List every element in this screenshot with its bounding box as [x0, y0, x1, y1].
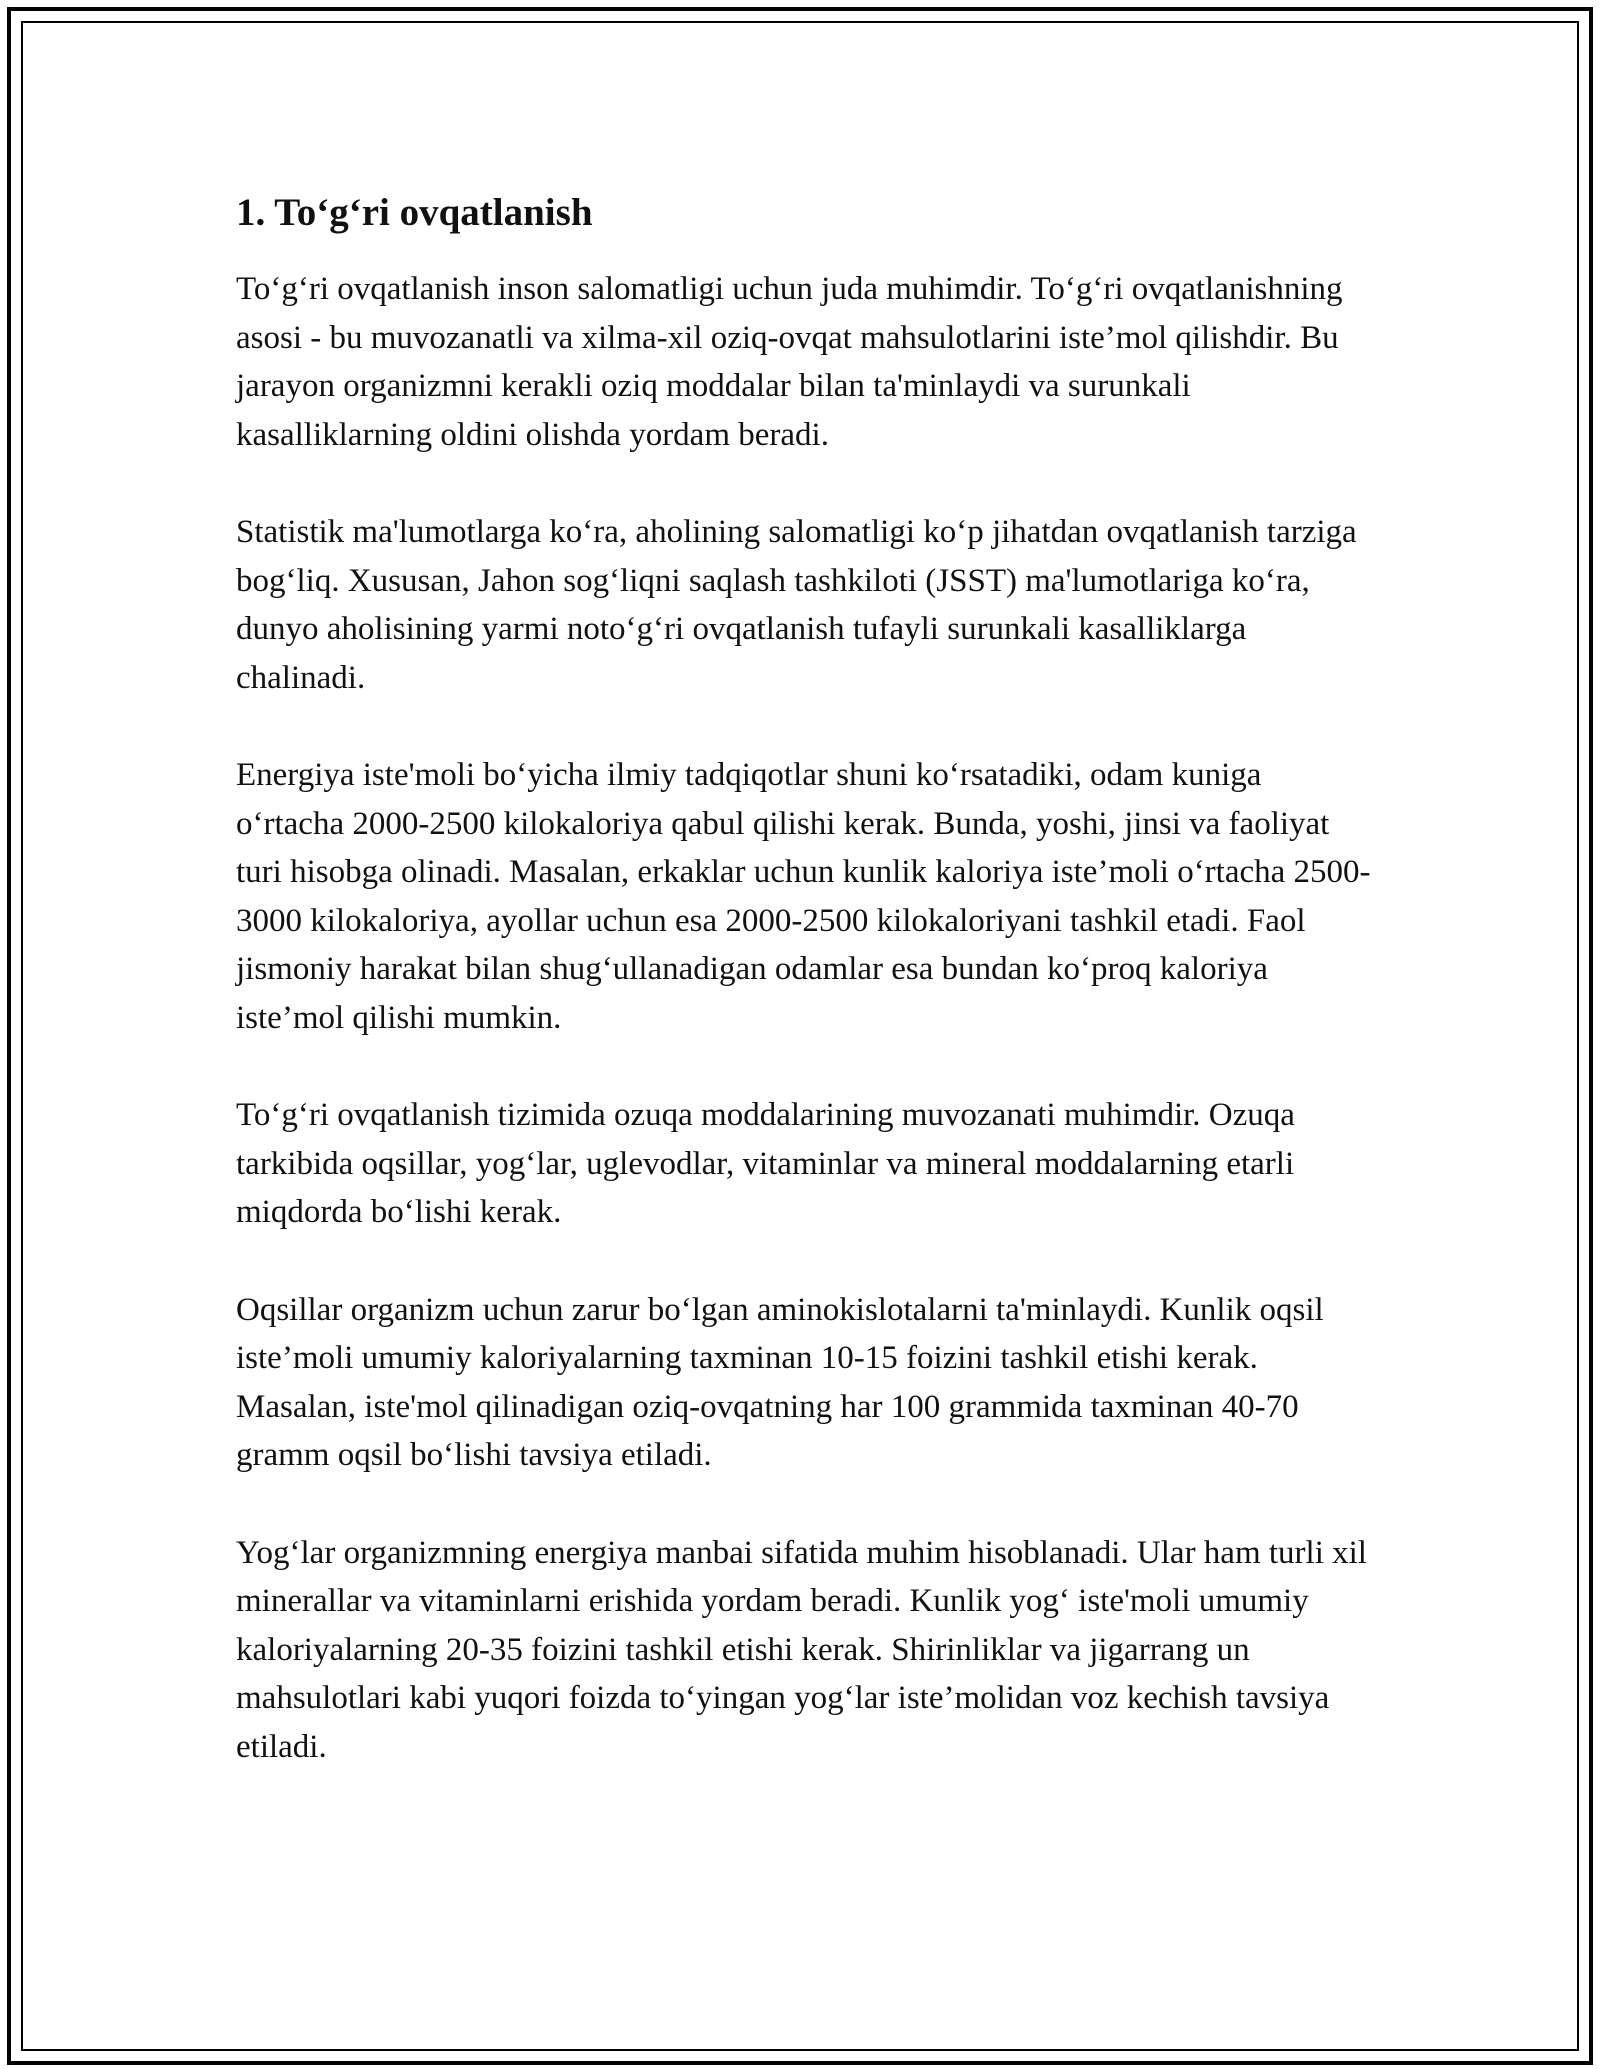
paragraph-intro: To‘g‘ri ovqatlanish inson salomatligi uchun juda muhimdir. To‘g‘ri ovqatlanishning asosi - bu muvozanatli va xilma-xil oziq-ovqat mahsulotlarini iste’mol qilishdir. Bu jarayon organizmni kerakli oziq moddalar bilan ta'minlaydi va surunkali kasalliklarning oldini olishda yordam beradi. [236, 271, 1343, 453]
paragraph-nutrient-balance: To‘g‘ri ovqatlanish tizimida ozuqa moddalarining muvozanati muhimdir. Ozuqa tarkibida oqsillar, yog‘lar, uglevodlar, vitaminlar va mineral moddalarning etarli miqdorda bo‘lishi kerak. [236, 1097, 1295, 1230]
section-heading: 1. To‘g‘ri ovqatlanish [236, 191, 593, 234]
paragraph-statistics: Statistik ma'lumotlarga ko‘ra, aholining salomatligi ko‘p jihatdan ovqatlanish tarziga bog‘liq. Xususan, Jahon sog‘liqni saqlash tashkiloti (JSST) ma'lumotlariga ko‘ra, dunyo aholisining yarmi noto‘g‘ri ovqatlanish tufayli surunkali kasalliklarga chalinadi. [236, 514, 1357, 696]
document-body [236, 185, 1376, 1820]
paragraph-energy: Energiya iste'moli bo‘yicha ilmiy tadqiqotlar shuni ko‘rsatadiki, odam kuniga o‘rtacha 2000-2500 kilokaloriya qabul qilishi kerak. Bunda, yoshi, jinsi va faoliyat turi hisobga olinadi. Masalan, erkaklar uchun kunlik kaloriya iste’moli o‘rtacha 2500-3000 kilokaloriya, ayollar uchun esa 2000-2500 kilokaloriyani tashkil etadi. Faol jismoniy harakat bilan shug‘ullanadigan odamlar esa bundan ko‘proq kaloriya iste’mol qilishi mumkin. [236, 757, 1371, 1036]
paragraph-proteins: Oqsillar organizm uchun zarur bo‘lgan aminokislotalarni ta'minlaydi. Kunlik oqsil iste’moli umumiy kaloriyalarning taxminan 10-15 foizini tashkil etishi kerak. Masalan, iste'mol qilinadigan oziq-ovqatning har 100 grammida taxminan 40-70 gramm oqsil bo‘lishi tavsiya etiladi. [236, 1291, 1324, 1473]
paragraph-fats: Yog‘lar organizmning energiya manbai sifatida muhim hisoblanadi. Ular ham turli xil minerallar va vitaminlarni erishida yordam beradi. Kunlik yog‘ iste'moli umumiy kaloriyalarning 20-35 foizini tashkil etishi kerak. Shirinliklar va jigarrang un mahsulotlari kabi yuqori foizda to‘yingan yog‘lar iste’molidan voz kechish tavsiya etiladi. [236, 1534, 1367, 1765]
